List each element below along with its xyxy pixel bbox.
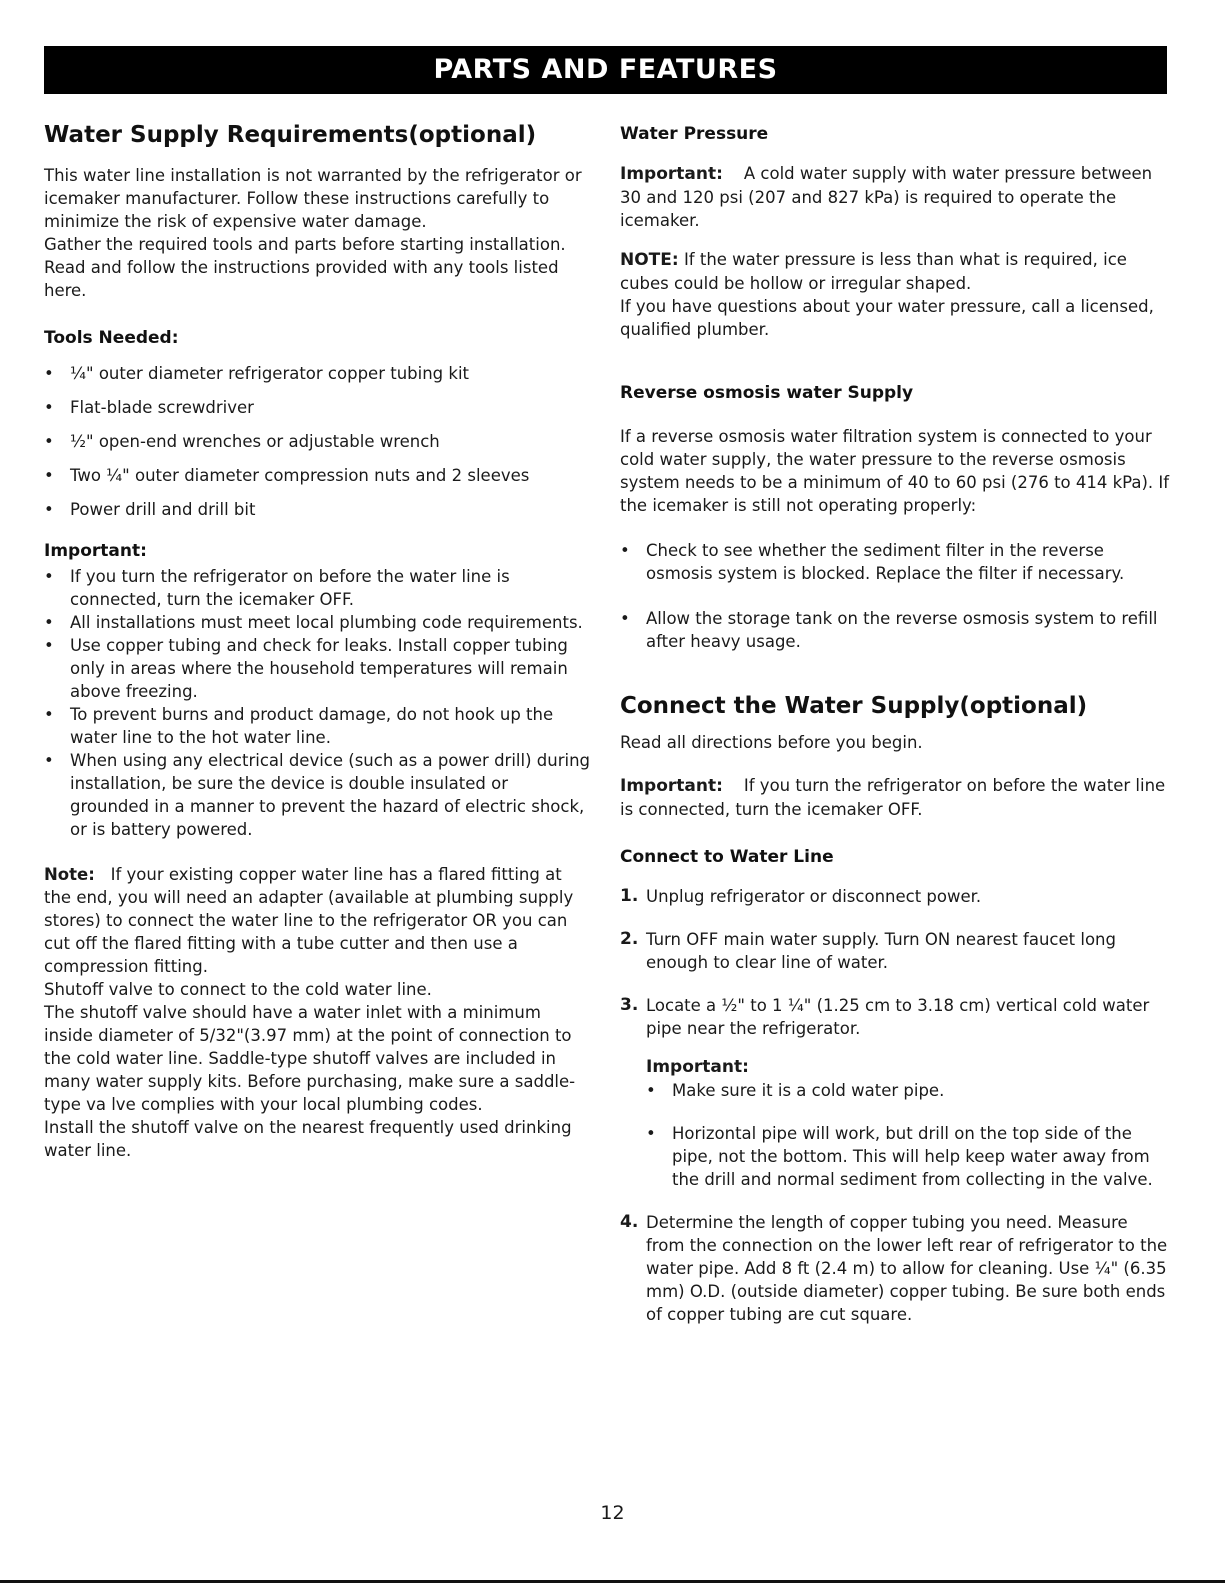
list-item	[44, 703, 592, 749]
step-text: Unplug refrigerator or disconnect power.	[646, 887, 982, 906]
important-text: When using any electrical device (such as a power drill) during installation, be sure the device is double insulated or grounded in a manner to prevent the hazard of electric shock, or is battery powered.	[70, 751, 591, 839]
bullet-icon: •	[620, 541, 630, 560]
step-item	[620, 885, 1170, 908]
step-text: Locate a ½" to 1 ¼" (1.25 cm to 3.18 cm) vertical cold water pipe near the refrigerator.	[646, 996, 1150, 1038]
page-number: 12	[600, 1502, 625, 1524]
list-item	[44, 498, 592, 521]
bullet-icon: •	[44, 705, 54, 724]
bullet-icon: •	[646, 1124, 656, 1143]
note-paragraph-3: The shutoff valve should have a water inlet with a minimum inside diameter of 5/32"(3.97 mm) at the point of connection to the cold water line. Saddle-type shutoff valves are included in many water supply kits. Before purchasing, make sure a saddle-type va lve complies with your local plumbing codes.	[44, 1003, 576, 1114]
step-number: 3.	[620, 995, 639, 1015]
note-label: NOTE:	[620, 250, 679, 270]
important-text: Make sure it is a cold water pipe.	[672, 1081, 945, 1100]
step-number: 1.	[620, 886, 639, 906]
list-item	[44, 464, 592, 487]
tool-text: Two ¼" outer diameter compression nuts and 2 sleeves	[70, 466, 530, 485]
important-text: If you turn the refrigerator on before the water line is connected, turn the icemaker OFF.	[620, 776, 1166, 819]
list-item	[646, 1122, 1170, 1191]
connect-intro: Read all directions before you begin.	[620, 733, 923, 752]
list-item	[44, 749, 592, 841]
pressure-important	[620, 162, 1170, 232]
step-item	[620, 994, 1170, 1191]
right-column	[620, 120, 1170, 1346]
pressure-note	[620, 248, 1170, 295]
bullet-icon: •	[620, 609, 630, 628]
reverse-osmosis-heading: Reverse osmosis water Supply	[620, 383, 914, 403]
important-text: Horizontal pipe will work, but drill on the top side of the pipe, not the bottom. This will help keep water away from the drill and normal sediment from collecting in the valve.	[672, 1124, 1153, 1189]
bullet-icon: •	[44, 500, 54, 519]
important-text: Use copper tubing and check for leaks. Install copper tubing only in areas where the household temperatures will remain above freezing.	[70, 636, 568, 701]
bullet-icon: •	[44, 567, 54, 586]
list-item	[620, 607, 1170, 653]
steps-list	[620, 885, 1170, 1326]
list-item	[620, 539, 1170, 585]
reverse-osmosis-text: If a reverse osmosis water filtration system is connected to your cold water supply, the water pressure to the reverse osmosis system needs to be a minimum of 40 to 60 psi (276 to 414 kPa). If the icemaker is still not operating properly:	[620, 427, 1170, 515]
important-label: Important:	[620, 164, 723, 184]
bullet-icon: •	[646, 1081, 656, 1100]
tool-text: Power drill and drill bit	[70, 500, 256, 519]
important-text: All installations must meet local plumbing code requirements.	[70, 613, 583, 632]
water-pressure-heading: Water Pressure	[620, 124, 769, 144]
connect-important	[620, 774, 1170, 821]
list-item	[44, 396, 592, 419]
note-label: Note:	[44, 865, 95, 884]
bullet-icon: •	[44, 398, 54, 417]
bullet-icon: •	[44, 364, 54, 383]
reverse-osmosis-list	[620, 539, 1170, 653]
important-list	[44, 565, 592, 841]
step-number: 4.	[620, 1212, 639, 1232]
important-text: To prevent burns and product damage, do not hook up the water line to the hot water line.	[70, 705, 554, 747]
tools-heading: Tools Needed:	[44, 328, 179, 348]
note-text: If your existing copper water line has a flared fitting at the end, you will need an adapter (available at plumbing supply stores) to connect the water line to the refrigerator OR you can cut off the flared fitting with a tube cutter and then use a compression fitting.	[44, 865, 574, 976]
note-paragraph-2: Shutoff valve to connect to the cold water line.	[44, 980, 432, 999]
list-item	[44, 634, 592, 703]
list-item	[44, 362, 592, 385]
important-text: If you turn the refrigerator on before the water line is connected, turn the icemaker OFF.	[70, 567, 510, 609]
bullet-icon: •	[44, 466, 54, 485]
section-banner: PARTS AND FEATURES	[44, 46, 1167, 94]
important-text: A cold water supply with water pressure between 30 and 120 psi (207 and 827 kPa) is required to operate the icemaker.	[620, 164, 1153, 230]
bullet-icon: •	[44, 613, 54, 632]
ro-item-text: Allow the storage tank on the reverse osmosis system to refill after heavy usage.	[646, 609, 1158, 651]
step-text: Turn OFF main water supply. Turn ON nearest faucet long enough to clear line of water.	[646, 930, 1116, 972]
bullet-icon: •	[44, 432, 54, 451]
list-item	[44, 430, 592, 453]
ro-item-text: Check to see whether the sediment filter in the reverse osmosis system is blocked. Replace the filter if necessary.	[646, 541, 1125, 583]
tool-text: ½" open-end wrenches or adjustable wrench	[70, 432, 440, 451]
intro-paragraph: This water line installation is not warranted by the refrigerator or icemaker manufacturer. Follow these instructions carefully to minimize the risk of expensive water damage.	[44, 166, 582, 231]
step-number: 2.	[620, 929, 639, 949]
important-heading: Important:	[44, 541, 147, 561]
tool-text: Flat-blade screwdriver	[70, 398, 254, 417]
step-item	[620, 928, 1170, 974]
tools-list	[44, 362, 592, 521]
pressure-note-2: If you have questions about your water pressure, call a licensed, qualified plumber.	[620, 297, 1154, 339]
note-text: If the water pressure is less than what is required, ice cubes could be hollow or irregular shaped.	[620, 250, 1127, 293]
bullet-icon: •	[44, 751, 54, 770]
step-text: Determine the length of copper tubing you need. Measure from the connection on the lower left rear of refrigerator to the water pipe. Add 8 ft (2.4 m) to allow for cleaning. Use ¼" (6.35 mm) O.D. (outside diameter) copper tubing. Be sure both ends of copper tubing are cut square.	[646, 1213, 1168, 1324]
left-column	[44, 120, 592, 1162]
important-label: Important:	[620, 776, 723, 796]
step-item	[620, 1211, 1170, 1326]
important-label: Important:	[646, 1057, 749, 1077]
list-item	[646, 1079, 1170, 1102]
connect-water-heading: Connect the Water Supply(optional)	[620, 693, 1088, 719]
note-paragraph	[44, 863, 592, 978]
tool-text: ¼" outer diameter refrigerator copper tubing kit	[70, 364, 469, 383]
bottom-divider	[0, 1580, 1225, 1583]
bullet-icon: •	[44, 636, 54, 655]
connect-line-heading: Connect to Water Line	[620, 847, 834, 867]
note-paragraph-4: Install the shutoff valve on the nearest frequently used drinking water line.	[44, 1118, 572, 1160]
water-supply-heading: Water Supply Requirements(optional)	[44, 122, 537, 148]
list-item	[44, 565, 592, 611]
step3-important	[646, 1056, 1170, 1191]
step3-important-list	[646, 1079, 1170, 1191]
list-item	[44, 611, 592, 634]
intro-paragraph-2: Gather the required tools and parts before starting installation. Read and follow the instructions provided with any tools listed here.	[44, 235, 566, 300]
